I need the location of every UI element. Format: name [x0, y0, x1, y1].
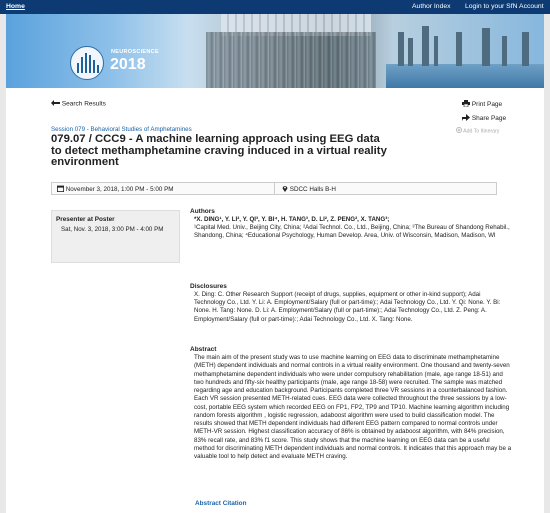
disclosures-heading: Disclosures [190, 283, 227, 290]
session-date [57, 185, 174, 194]
arrow-left-icon [51, 100, 60, 108]
abstract-heading: Abstract [190, 346, 217, 353]
print-page-link[interactable] [462, 100, 502, 109]
map-marker-icon [282, 185, 288, 194]
abstract-title: 079.07 / CCC9 - A machine learning approach using EEG data to detect methamphetamine craving induced in a virtual reality environment [51, 133, 387, 169]
authors-heading: Authors [190, 208, 215, 215]
share-label: Share Page [471, 115, 507, 123]
author-index-link[interactable]: Author Index [412, 3, 451, 10]
share-page-link[interactable] [462, 114, 506, 123]
session-info-bar [51, 182, 497, 195]
neuroscience-logo [70, 46, 104, 80]
plus-circle-icon [456, 127, 462, 135]
presenter-box [51, 210, 180, 263]
add-to-itinerary-link[interactable] [456, 127, 499, 135]
date-text: November 3, 2018, 1:00 PM - 5:00 PM [65, 186, 174, 194]
print-label: Print Page [471, 101, 503, 109]
back-label: Search Results [61, 100, 106, 108]
location-text: SDCC Halls B-H [289, 186, 336, 194]
authors-section [190, 208, 512, 241]
session-location [282, 185, 336, 194]
authors-affiliations: ¹Capital Med. Univ., Beijing City, China; ²Adai Technol. Co., Ltd., Beijing, China; ³The Bureau of Shandong Rehabil., Shandong, China; ⁴Educational Psychology, Human Develop. Area, Univ. of Wisconsin, Madison, Madison, WI [194, 224, 510, 240]
abstract-text: The main aim of the present study was to use machine learning on EEG data to discriminate methamphetamine (METH) dependent individuals and normal controls in a virtual reality environment. One thousand and twenty-seven methamphetamine dependent individuals who were under compulsory rehabilitation (male, age range 18-51) and two hundreds and fifty-six healthy participants (male, age range 18-58) were recruited. The sample was matched regarding age and education background. Participants completed three VR sessions in a counterbalanced fashion. Each VR session presented METH-related cues. EEG data were collected throughout the three sessions by a low-cost, portable EEG system which recorded EEG on FP1, FP2, TP9 and TP10. Machine learning algorithm including random forests algorithm , logistic regression, adaboost algorithm were used to build classification model. The results showed that METH dependent individuals had different EEG pattern compared to normal controls under METH-VR session. Highest classification accuracy of 86% is obtained by adaboost algorithm, with 84% precision, 83% recall rate, and 83% f1 score. This study shows that the machine learning on EEG data can be a useful method for discriminating METH dependent individuals and normal controls. It indicates that this approach may be a valuable tool to help detect and evaluate METH craving. [194, 354, 512, 460]
login-link[interactable]: Login to your SfN Account [465, 3, 544, 10]
presenter-time: Sat, Nov. 3, 2018, 3:00 PM - 4:00 PM [61, 226, 164, 233]
disclosures-section [190, 283, 512, 324]
authors-list: *X. DING¹, Y. LI², Y. QI³, Y. BI⁴, H. TANG³, D. LI², Z. PENG², X. TANG³; [194, 216, 390, 223]
printer-icon [462, 100, 470, 109]
session-link[interactable]: Session 079 - Behavioral Studies of Amphetamines [51, 126, 192, 133]
calendar-icon [57, 185, 64, 194]
back-to-search-link[interactable] [51, 100, 106, 108]
disclosures-text: X. Ding: C. Other Research Support (receipt of drugs, supplies, equipment or other in-kind support); Adai Technology Co., Ltd. Y. Li: A. Employment/Salary (full or part-time):; Adai Technology Co., Ltd. Y. Qi: None. Y. Bi: None. H. Tang: None. D. Li: A. Employment/Salary (full or part-time):; Adai Technology Co., Ltd. Z. Peng: A. Employment/Salary (full or part-time):; Adai Technology Co., Ltd. X. Tang: None. [194, 291, 501, 323]
top-nav-bar [0, 0, 550, 14]
share-icon [462, 114, 470, 123]
page-container [6, 14, 544, 513]
presenter-heading: Presenter at Poster [56, 216, 115, 223]
conference-banner [6, 14, 544, 88]
abstract-section [190, 346, 512, 461]
abstract-citation-link[interactable]: Abstract Citation [195, 500, 247, 507]
home-link[interactable]: Home [6, 3, 25, 10]
itinerary-label: Add To Itinerary [463, 128, 500, 135]
brand-line: NEUROSCIENCE [111, 49, 159, 55]
brand-year: 2018 [110, 56, 146, 73]
